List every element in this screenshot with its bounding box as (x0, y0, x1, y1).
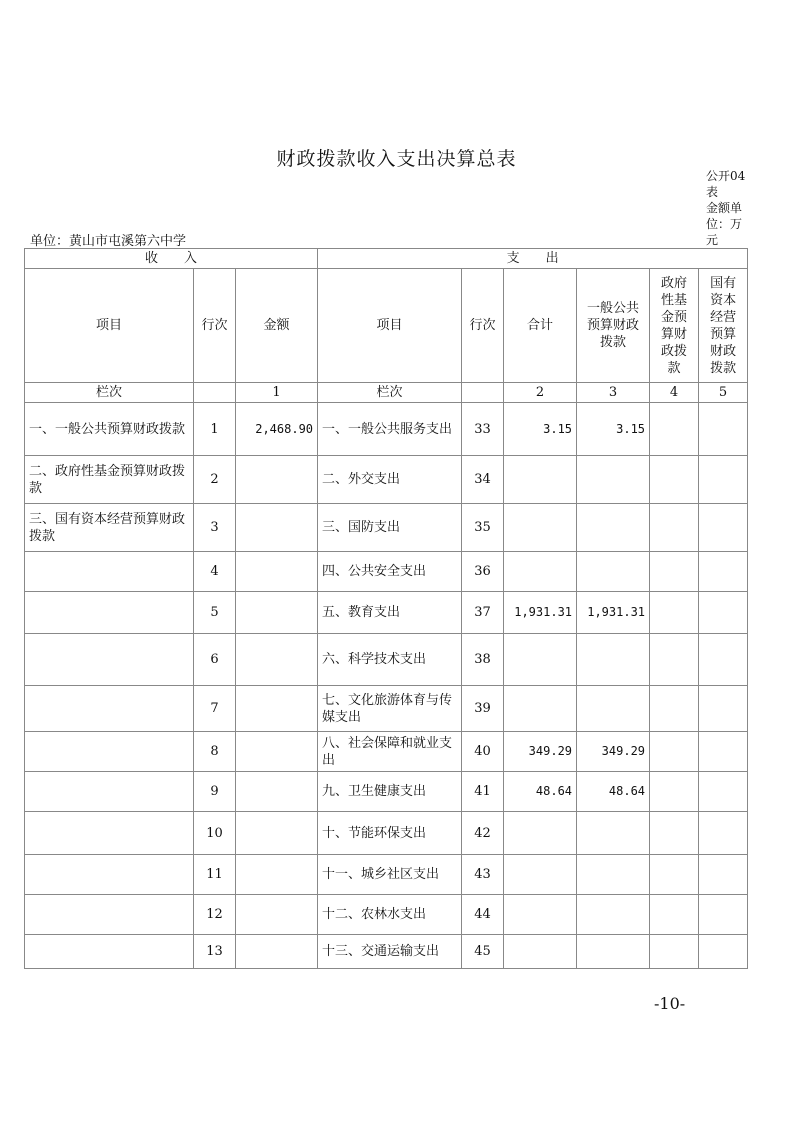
state-capital-cell (699, 772, 748, 812)
total-cell: 48.64 (504, 772, 577, 812)
income-item-cell (25, 634, 194, 686)
expense-row-no-cell: 36 (462, 552, 504, 592)
income-row-no-cell: 1 (194, 403, 236, 456)
table-row (25, 456, 748, 504)
total-cell (504, 456, 577, 504)
income-amount-cell (236, 552, 318, 592)
income-item-cell: 一、一般公共预算财政拨款 (25, 403, 194, 456)
expense-row-no-cell: 43 (462, 855, 504, 895)
state-capital-cell (699, 732, 748, 772)
income-row-no-cell: 7 (194, 686, 236, 732)
expense-item-cell: 四、公共安全支出 (318, 552, 462, 592)
total-cell (504, 634, 577, 686)
table-row (25, 812, 748, 855)
expense-row-no-cell: 45 (462, 935, 504, 969)
income-row-no-cell: 2 (194, 456, 236, 504)
income-item-cell (25, 935, 194, 969)
state-capital-cell (699, 812, 748, 855)
expense-row-no-cell: 38 (462, 634, 504, 686)
expense-item-cell: 九、卫生健康支出 (318, 772, 462, 812)
income-row-no-cell: 12 (194, 895, 236, 935)
state-capital-cell (699, 552, 748, 592)
state-capital-cell (699, 686, 748, 732)
income-amount-cell (236, 935, 318, 969)
income-amount-cell (236, 456, 318, 504)
table-row (25, 686, 748, 732)
expense-row-no-header: 行次 (462, 269, 504, 383)
general-budget-cell (577, 812, 650, 855)
income-row-no-cell: 11 (194, 855, 236, 895)
income-row-no-cell: 10 (194, 812, 236, 855)
expense-row-no-cell: 44 (462, 895, 504, 935)
gov-fund-cell (650, 855, 699, 895)
table-row (25, 855, 748, 895)
income-item-cell (25, 855, 194, 895)
table-row (25, 895, 748, 935)
income-row-no-header: 行次 (194, 269, 236, 383)
income-item-cell (25, 732, 194, 772)
page-number: -10- (654, 994, 686, 1013)
unit-label: 单位：黄山市屯溪第六中学 (30, 234, 187, 249)
expense-item-cell: 十三、交通运输支出 (318, 935, 462, 969)
expense-item-cell: 一、一般公共服务支出 (318, 403, 462, 456)
expense-item-cell: 八、社会保障和就业支出 (318, 732, 462, 772)
total-cell (504, 855, 577, 895)
gov-fund-cell (650, 592, 699, 634)
table-row (25, 772, 748, 812)
state-capital-cell (699, 634, 748, 686)
table-row (25, 552, 748, 592)
total-cell (504, 812, 577, 855)
income-item-cell (25, 686, 194, 732)
column-number-4: 4 (650, 383, 699, 403)
column-number-5: 5 (699, 383, 748, 403)
expense-item-cell: 十二、农林水支出 (318, 895, 462, 935)
column-header-row (25, 269, 748, 383)
table-row (25, 732, 748, 772)
table-row (25, 504, 748, 552)
column-number-2: 2 (504, 383, 577, 403)
gov-fund-cell (650, 634, 699, 686)
gov-fund-cell (650, 935, 699, 969)
empty-cell (462, 383, 504, 403)
general-budget-cell (577, 456, 650, 504)
gov-fund-cell (650, 686, 699, 732)
income-section-header: 收 入 (25, 249, 318, 269)
general-budget-cell: 48.64 (577, 772, 650, 812)
gov-fund-cell (650, 403, 699, 456)
income-amount-cell (236, 895, 318, 935)
table-row (25, 634, 748, 686)
budget-table (24, 248, 748, 969)
income-row-no-cell: 4 (194, 552, 236, 592)
total-cell: 3.15 (504, 403, 577, 456)
general-budget-cell: 1,931.31 (577, 592, 650, 634)
table-body (25, 403, 748, 969)
income-amount-cell (236, 812, 318, 855)
income-row-no-cell: 13 (194, 935, 236, 969)
general-budget-cell (577, 895, 650, 935)
income-amount-cell (236, 592, 318, 634)
amount-unit: 金额单位：万元 (706, 201, 743, 247)
gov-fund-cell (650, 732, 699, 772)
state-capital-cell (699, 592, 748, 634)
state-capital-cell (699, 456, 748, 504)
gov-fund-header: 政府性基金预算财政拨款 (650, 269, 699, 383)
section-header-row (25, 249, 748, 269)
income-amount-cell (236, 504, 318, 552)
expense-row-no-cell: 40 (462, 732, 504, 772)
expense-row-no-cell: 34 (462, 456, 504, 504)
income-amount-cell (236, 686, 318, 732)
expense-item-cell: 六、科学技术支出 (318, 634, 462, 686)
general-budget-cell (577, 855, 650, 895)
income-row-no-cell: 5 (194, 592, 236, 634)
income-item-cell: 三、国有资本经营预算财政拨款 (25, 504, 194, 552)
column-number-row (25, 383, 748, 403)
income-amount-cell (236, 855, 318, 895)
form-number-and-unit (706, 168, 750, 248)
income-item-header: 项目 (25, 269, 194, 383)
expense-item-cell: 三、国防支出 (318, 504, 462, 552)
state-capital-cell (699, 403, 748, 456)
expense-item-cell: 二、外交支出 (318, 456, 462, 504)
total-cell (504, 552, 577, 592)
income-item-cell (25, 552, 194, 592)
income-row-no-cell: 8 (194, 732, 236, 772)
expense-row-no-cell: 41 (462, 772, 504, 812)
expense-row-no-cell: 37 (462, 592, 504, 634)
total-cell (504, 504, 577, 552)
income-item-cell (25, 772, 194, 812)
total-cell (504, 686, 577, 732)
income-row-no-cell: 6 (194, 634, 236, 686)
state-capital-cell (699, 895, 748, 935)
column-number-1: 1 (236, 383, 318, 403)
general-budget-cell: 349.29 (577, 732, 650, 772)
general-budget-cell (577, 634, 650, 686)
income-item-cell (25, 592, 194, 634)
income-amount-cell (236, 732, 318, 772)
expense-row-no-cell: 39 (462, 686, 504, 732)
gov-fund-cell (650, 895, 699, 935)
column-number-3: 3 (577, 383, 650, 403)
income-row-no-cell: 9 (194, 772, 236, 812)
general-budget-cell (577, 935, 650, 969)
expense-column-label: 栏次 (318, 383, 462, 403)
expense-item-header: 项目 (318, 269, 462, 383)
general-budget-header: 一般公共预算财政拨款 (577, 269, 650, 383)
table-row (25, 592, 748, 634)
gov-fund-cell (650, 812, 699, 855)
gov-fund-cell (650, 456, 699, 504)
expense-row-no-cell: 42 (462, 812, 504, 855)
state-capital-cell (699, 935, 748, 969)
income-amount-cell (236, 634, 318, 686)
table-row (25, 403, 748, 456)
gov-fund-cell (650, 772, 699, 812)
general-budget-cell (577, 504, 650, 552)
state-capital-cell (699, 504, 748, 552)
income-row-no-cell: 3 (194, 504, 236, 552)
table-row (25, 935, 748, 969)
income-amount-cell: 2,468.90 (236, 403, 318, 456)
general-budget-cell (577, 686, 650, 732)
income-item-cell (25, 895, 194, 935)
gov-fund-cell (650, 504, 699, 552)
expense-row-no-cell: 33 (462, 403, 504, 456)
expense-item-cell: 五、教育支出 (318, 592, 462, 634)
total-cell: 349.29 (504, 732, 577, 772)
state-capital-header: 国有资本经营预算财政拨款 (699, 269, 748, 383)
expense-item-cell: 十、节能环保支出 (318, 812, 462, 855)
general-budget-cell (577, 552, 650, 592)
income-amount-header: 金额 (236, 269, 318, 383)
total-header: 合计 (504, 269, 577, 383)
expense-row-no-cell: 35 (462, 504, 504, 552)
total-cell (504, 895, 577, 935)
income-item-cell (25, 812, 194, 855)
state-capital-cell (699, 855, 748, 895)
empty-cell (194, 383, 236, 403)
total-cell (504, 935, 577, 969)
income-column-label: 栏次 (25, 383, 194, 403)
income-item-cell: 二、政府性基金预算财政拨款 (25, 456, 194, 504)
total-cell: 1,931.31 (504, 592, 577, 634)
expense-item-cell: 十一、城乡社区支出 (318, 855, 462, 895)
income-amount-cell (236, 772, 318, 812)
expense-section-header: 支 出 (318, 249, 748, 269)
report-title: 财政拨款收入支出决算总表 (276, 148, 517, 170)
gov-fund-cell (650, 552, 699, 592)
expense-item-cell: 七、文化旅游体育与传媒支出 (318, 686, 462, 732)
general-budget-cell: 3.15 (577, 403, 650, 456)
form-number: 公开04表 (706, 169, 746, 199)
